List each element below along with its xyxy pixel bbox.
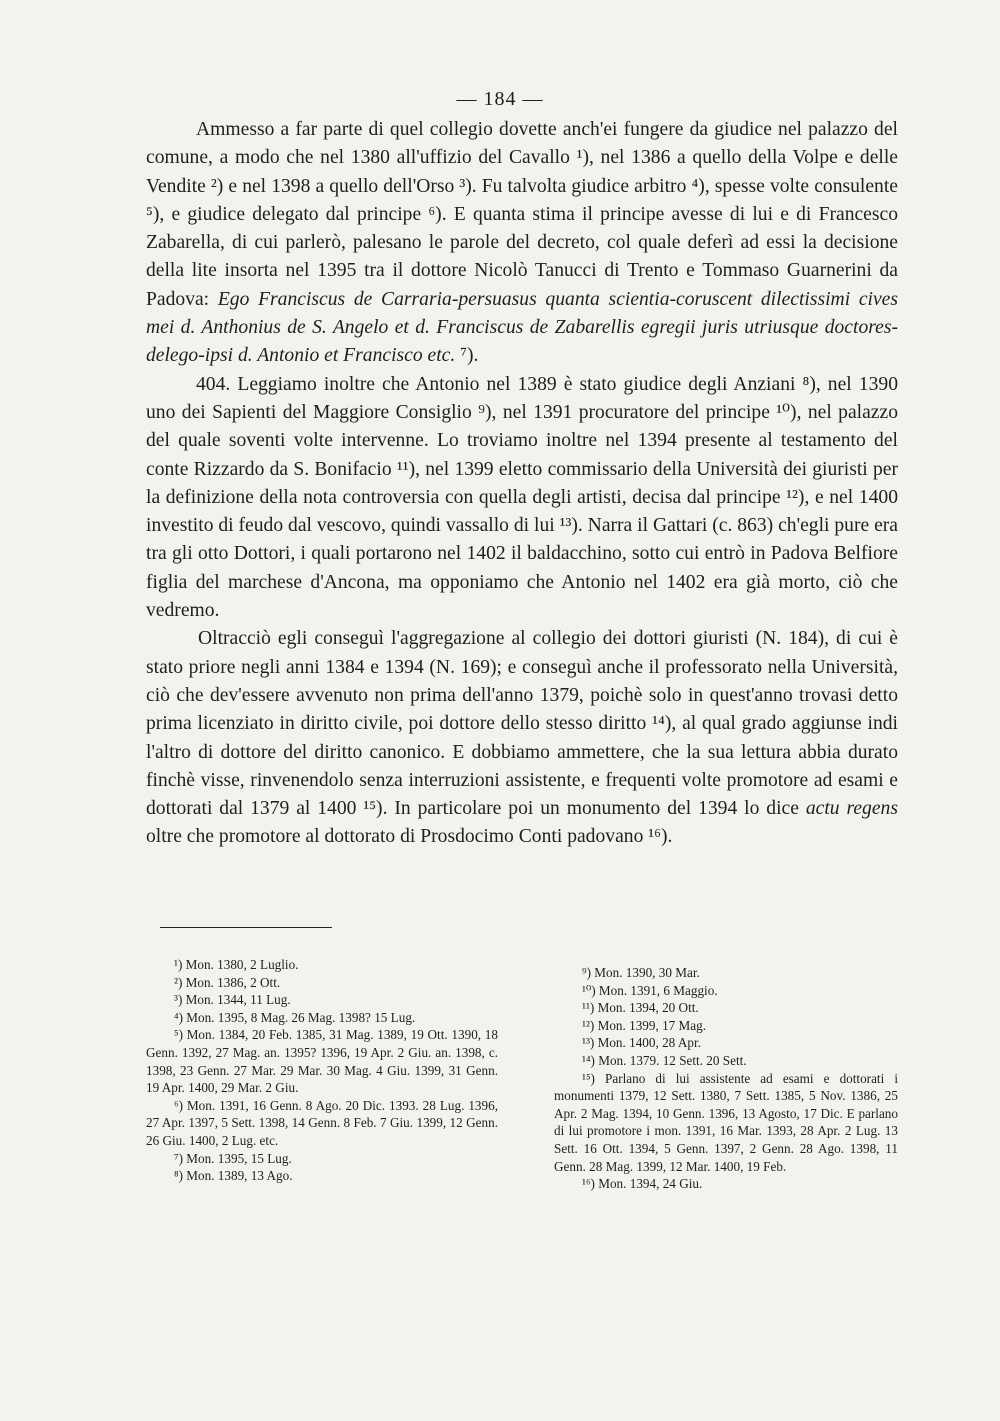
footnote-8: ⁸) Mon. 1389, 13 Ago. [174,1168,293,1184]
footnote-15: ¹⁵) Parlano di lui assistente ad esami e dottorati i monumenti 1379, 12 Sett. 1380, 7 Sett. 1385, 5 Nov. 1386, 25 Apr. 2 Mag. 1394, 10 Genn. 1396, 13 Agosto, 17 Dic. E parlano di lui promotore i mon. 1391, 16 Mar. 1393, 28 Apr. 2 Lug. 13 Sett. 16 Ott. 1394, 5 Genn. 1397, 2 Genn. 28 Ago. 1398, 11 Genn. 28 Mag. 1399, 12 Mar. 1400, 19 Feb. [554,1070,898,1174]
footnote-2: ²) Mon. 1386, 2 Ott. [174,974,281,990]
paragraph-1-text: Ammesso a far parte di quel collegio dovette anch'ei fungere da giudice nel palazzo del comune, a modo che nel 1380 all'uffizio del Cavallo ¹), nel 1386 a quello della Volpe e delle Vendite ²) e nel 1398 a quello dell'Orso ³). Fu talvolta giudice arbitro ⁴), spesse volte consulente ⁵), e giudice delegato dal principe ⁶). E quanta stima il principe avesse di lui e di Francesco Zabarella, di cui parlerò, palesano le parole del decreto, col quale deferì ad essi la decisione della lite insorta nel 1395 tra il dottore Nicolò Tanucci di Trento e Tommaso Guarnerini da Padova: [146,119,898,310]
footnotes-right-column [554,956,898,1193]
decree-quotation: Ego Franciscus de Carraria-persuasus quanta scientia-coruscent dilectissimi cives mei d. Anthonius de S. Angelo et d. Franciscus de Zabarellis egregii juris utriusque doctores-delego-ipsi d. Antonio et Francisco etc. [146,288,898,367]
footnotes-left-column [146,956,498,1193]
footnote-6: ⁶) Mon. 1391, 16 Genn. 8 Ago. 20 Dic. 1393. 28 Lug. 1396, 27 Apr. 1397, 5 Sett. 1398, 14 Genn. 8 Feb. 7 Giu. 1399, 12 Genn. 26 Giu. 1400, 2 Lug. etc. [146,1097,498,1148]
paragraph-3-end: oltre che promotore al dottorato di Prosdocimo Conti padovano ¹⁶). [146,826,673,848]
footnote-10: ¹⁰) Mon. 1391, 6 Maggio. [582,982,718,998]
page-number: — 184 — [456,88,544,110]
footnotes [146,956,898,1193]
footnote-3: ³) Mon. 1344, 11 Lug. [174,992,291,1008]
footnote-5: ⁵) Mon. 1384, 20 Feb. 1385, 31 Mag. 1389, 19 Ott. 1390, 18 Genn. 1392, 27 Mag. an. 1395? 1396, 19 Apr. 2 Giu. an. 1398, c. 1398, 23 Genn. 27 Mar. 29 Mar. 30 Mag. 4 Giu. 1399, 31 Genn. 19 Apr. 1400, 29 Mar. 2 Giu. [146,1027,498,1096]
footnote-4: ⁴) Mon. 1395, 8 Mag. 26 Mag. 1398? 15 Lug. [174,1009,416,1025]
paragraph-3 [146,625,898,851]
footnote-7: ⁷) Mon. 1395, 15 Lug. [174,1150,292,1166]
footnote-11: ¹¹) Mon. 1394, 20 Ott. [582,1000,699,1016]
main-text [146,116,898,852]
footnote-16: ¹⁶) Mon. 1394, 24 Giu. [582,1176,703,1192]
paragraph-3-text: Oltracciò egli conseguì l'aggregazione al collegio dei dottori giuristi (N. 184), di cui è stato priore negli anni 1384 e 1394 (N. 169); e conseguì anche il professorato nella Università, ciò che dev'essere avvenuto non prima dell'anno 1379, poichè solo in quest'anno trovasi detto prima licenziato in diritto civile, poi dottore dello stesso diritto ¹⁴), al qual grado aggiunse indi l'altro di dottore del diritto canonico. E dobbiamo ammettere, che la sua lettura abbia durato finchè visse, rinvenendolo senza interruzioni assistente, e frequenti volte promotore ad esami e dottorati dal 1379 al 1400 ¹⁵). In particolare poi un monumento del 1394 lo dice [146,628,898,820]
quotation-note-ref: ⁷). [460,345,479,367]
paragraph-1 [146,116,898,371]
emphasis-actu-regens: actu regens [805,798,898,820]
footnote-9: ⁹) Mon. 1390, 30 Mar. [582,965,700,980]
footnote-1: ¹) Mon. 1380, 2 Luglio. [174,957,299,972]
footnote-14: ¹⁴) Mon. 1379. 12 Sett. 20 Sett. [582,1052,747,1068]
paragraph-404: 404. Leggiamo inoltre che Antonio nel 1389 è stato giudice degli Anziani ⁸), nel 1390 uno dei Sapienti del Maggiore Consiglio ⁹), nel 1391 procuratore del principe ¹⁰), nel palazzo del quale soventi volte intervenne. Lo troviamo inoltre nel 1394 presente al testamento del conte Rizzardo da S. Bonifacio ¹¹), nel 1399 eletto commissario della Università dei giuristi per la definizione della nota controversia con quella degli artisti, decisa dal principe ¹²), e nel 1400 investito di feudo dal vescovo, quindi vassallo di lui ¹³). Narra il Gattari (c. 863) ch'egli pure era tra gli otto Dottori, i quali portarono nel 1402 il baldacchino, sotto cui entrò in Padova Belfiore figlia del marchese d'Ancona, ma opponiamo che Antonio nel 1402 era già morto, ciò che vedremo. [146,373,899,622]
footnote-13: ¹³) Mon. 1400, 28 Apr. [582,1035,701,1051]
footnote-12: ¹²) Mon. 1399, 17 Mag. [582,1017,707,1033]
footnote-rule [160,927,332,928]
